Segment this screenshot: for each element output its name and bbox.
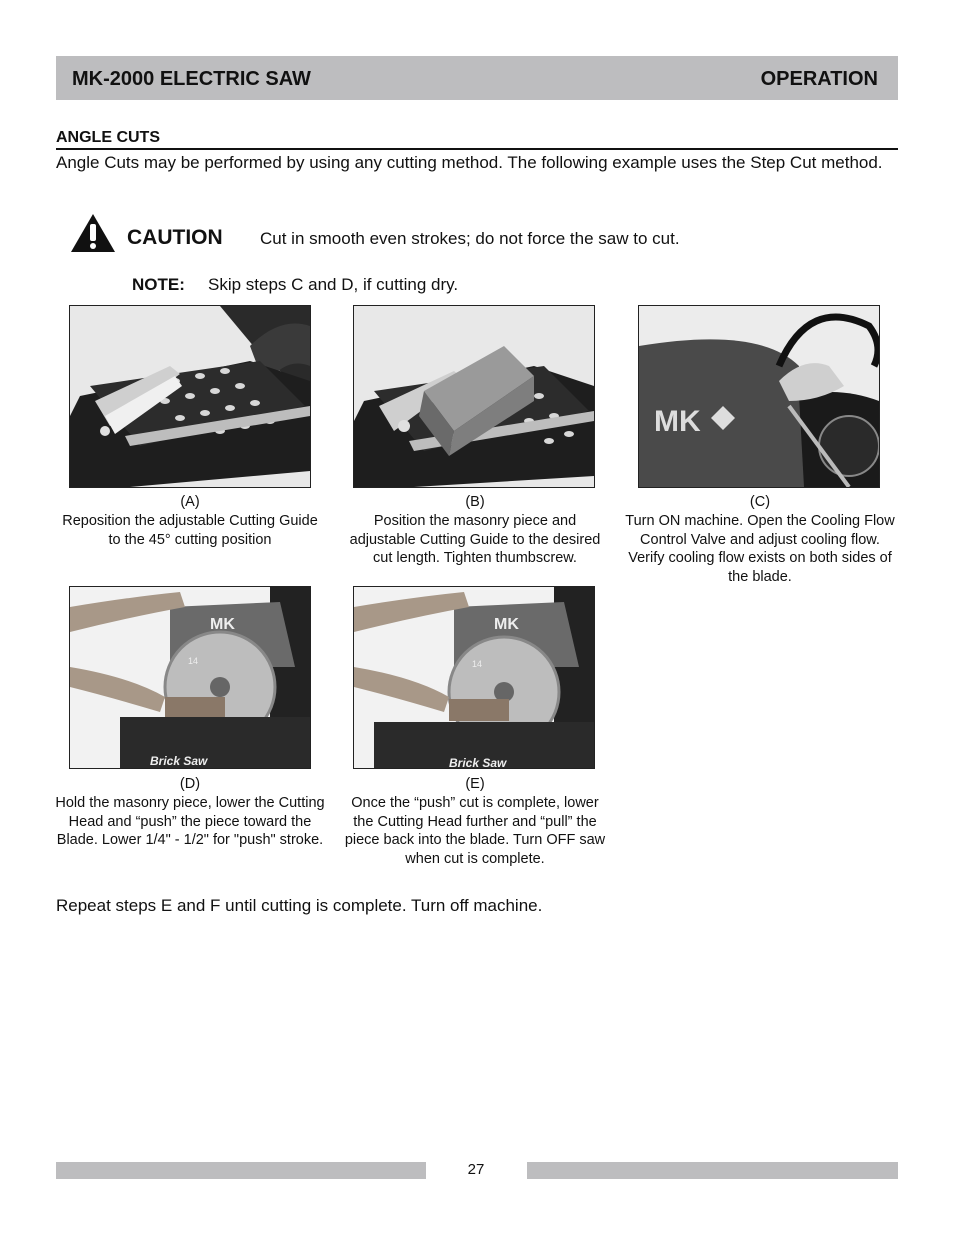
photo-brick-saw-label: Brick Saw: [449, 756, 507, 768]
photo-step-c: [638, 305, 880, 488]
header-bar: [56, 56, 898, 100]
photo-brand-label: MK: [494, 616, 519, 633]
warning-triangle-icon: [69, 212, 117, 254]
photo-brick-saw-label: Brick Saw: [150, 754, 208, 768]
page-number: 27: [467, 1161, 485, 1178]
note-label: NOTE:: [132, 275, 185, 294]
step-letter: (A): [180, 494, 200, 510]
caption-step-c: [625, 493, 895, 587]
intro-paragraph: Angle Cuts may be performed by using any cutting method. The following example uses the Step Cut method.: [56, 153, 883, 172]
caution-label: CAUTION: [127, 226, 223, 249]
step-text: Turn ON machine. Open the Cooling Flow Control Valve and adjust cooling flow. Verify cooling flow exists on both sides of the blade.: [625, 512, 895, 586]
step-letter: (C): [749, 494, 771, 510]
section-name: OPERATION: [760, 68, 878, 90]
step-text: Once the “push” cut is complete, lower the Cutting Head further and “pull” the piece back into the blade. Turn OFF saw when cut is complete.: [344, 794, 606, 868]
step-text: Hold the masonry piece, lower the Cutting Head and “push” the piece toward the Blade. Lower 1/4" - 1/2" for "push" stroke.: [55, 794, 325, 849]
photo-step-a: [69, 305, 311, 488]
manual-title: MK-2000 ELECTRIC SAW: [72, 68, 311, 90]
step-text: Position the masonry piece and adjustable Cutting Guide to the desired cut length. Tighten thumbscrew.: [349, 512, 601, 567]
footer-bar-right: [527, 1162, 898, 1179]
photo-step-e: [353, 586, 595, 769]
caption-step-a: [55, 493, 325, 549]
caption-step-e: [340, 775, 610, 869]
photo-step-d: [69, 586, 311, 769]
section-title: ANGLE CUTS: [56, 129, 160, 146]
step-letter: (E): [465, 776, 485, 792]
photo-brand-label: MK: [210, 616, 235, 633]
note-text: Skip steps C and D, if cutting dry.: [208, 275, 459, 294]
photo-brand-label: MK: [654, 405, 701, 438]
caption-step-d: [55, 775, 325, 850]
step-letter: (D): [179, 776, 201, 792]
photo-step-b: [353, 305, 595, 488]
footer-bar-left: [56, 1162, 426, 1179]
repeat-instruction: Repeat steps E and F until cutting is complete. Turn off machine.: [56, 896, 543, 915]
step-letter: (B): [465, 494, 485, 510]
photo-blade-size: 14: [472, 659, 483, 669]
photo-blade-size: 14: [188, 656, 199, 666]
caution-text: Cut in smooth even strokes; do not force the saw to cut.: [260, 229, 680, 248]
step-text: Reposition the adjustable Cutting Guide to the 45° cutting position: [62, 512, 318, 548]
caption-step-b: [340, 493, 610, 568]
section-divider: [56, 148, 898, 150]
